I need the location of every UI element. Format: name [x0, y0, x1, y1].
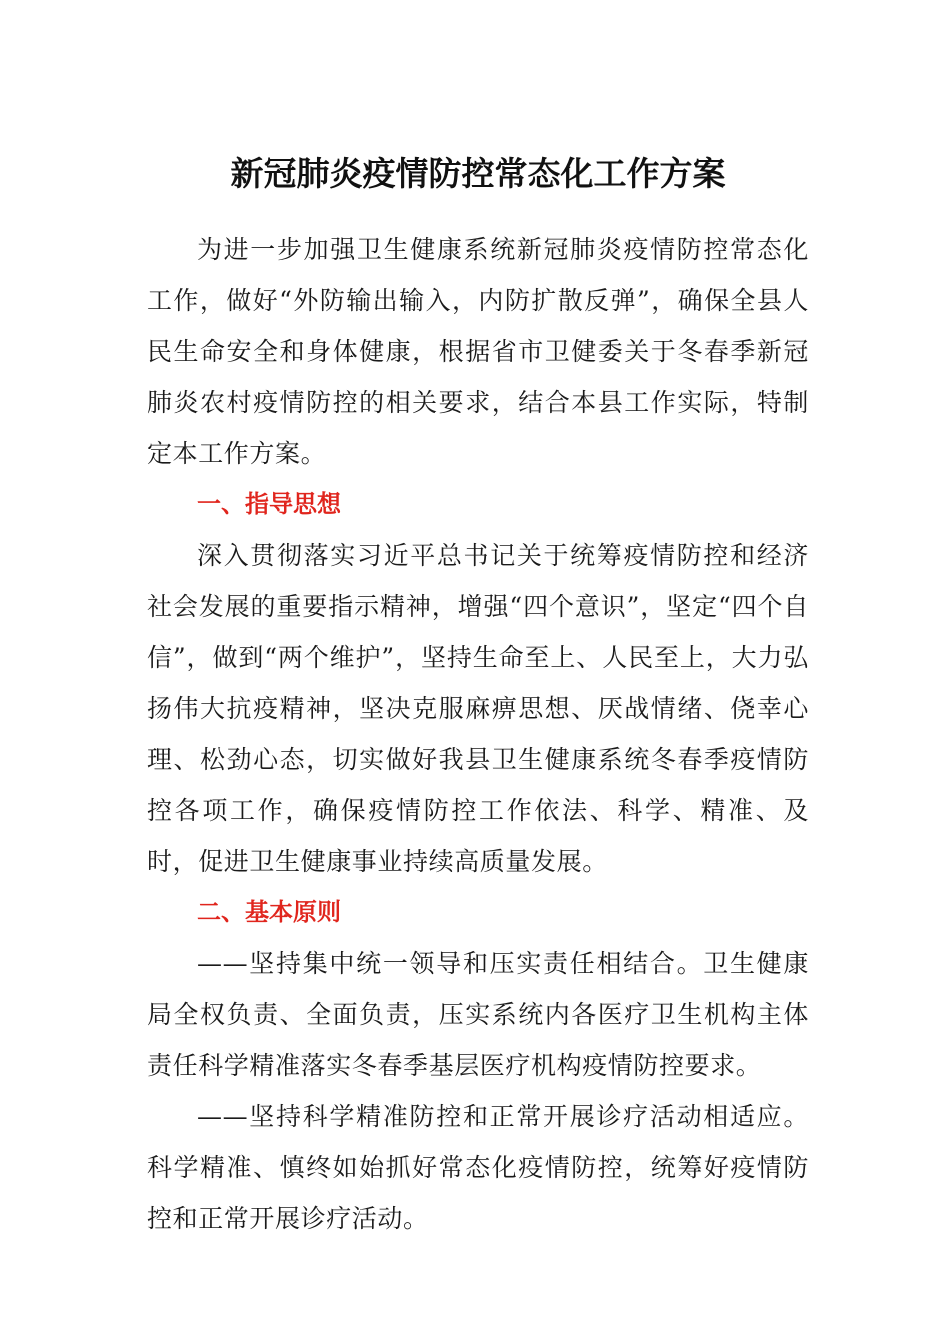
principle-paragraph-1: ——坚持集中统一领导和压实责任相结合。卫生健康局全权负责、全面负责，压实系统内各医疗卫生机构主体责任科学精准落实冬春季基层医疗机构疫情防控要求。: [147, 949, 809, 1080]
section-heading-guiding-ideology: 一、指导思想: [197, 490, 341, 518]
document-title: 新冠肺炎疫情防控常态化工作方案: [230, 154, 726, 193]
principle-paragraph-2: ——坚持科学精准防控和正常开展诊疗活动相适应。科学精准、慎终如始抓好常态化疫情防控，统筹好疫情防控和正常开展诊疗活动。: [147, 1102, 809, 1233]
section-heading-basic-principles: 二、基本原则: [197, 898, 341, 926]
document-page: [147, 148, 809, 1244]
guiding-ideology-paragraph: 深入贯彻落实习近平总书记关于统筹疫情防控和经济社会发展的重要指示精神，增强“四个意识”，坚定“四个自信”，做到“两个维护”，坚持生命至上、人民至上，大力弘扬伟大抗疫精神，坚决克服麻痹思想、厌战情绪、侥幸心理、松劲心态，切实做好我县卫生健康系统冬春季疫情防控各项工作，确保疫情防控工作依法、科学、精准、及时，促进卫生健康事业持续高质量发展。: [147, 541, 809, 876]
intro-paragraph: 为进一步加强卫生健康系统新冠肺炎疫情防控常态化工作，做好“外防输出输入，内防扩散反弹”，确保全县人民生命安全和身体健康，根据省市卫健委关于冬春季新冠肺炎农村疫情防控的相关要求，结合本县工作实际，特制定本工作方案。: [147, 235, 809, 468]
